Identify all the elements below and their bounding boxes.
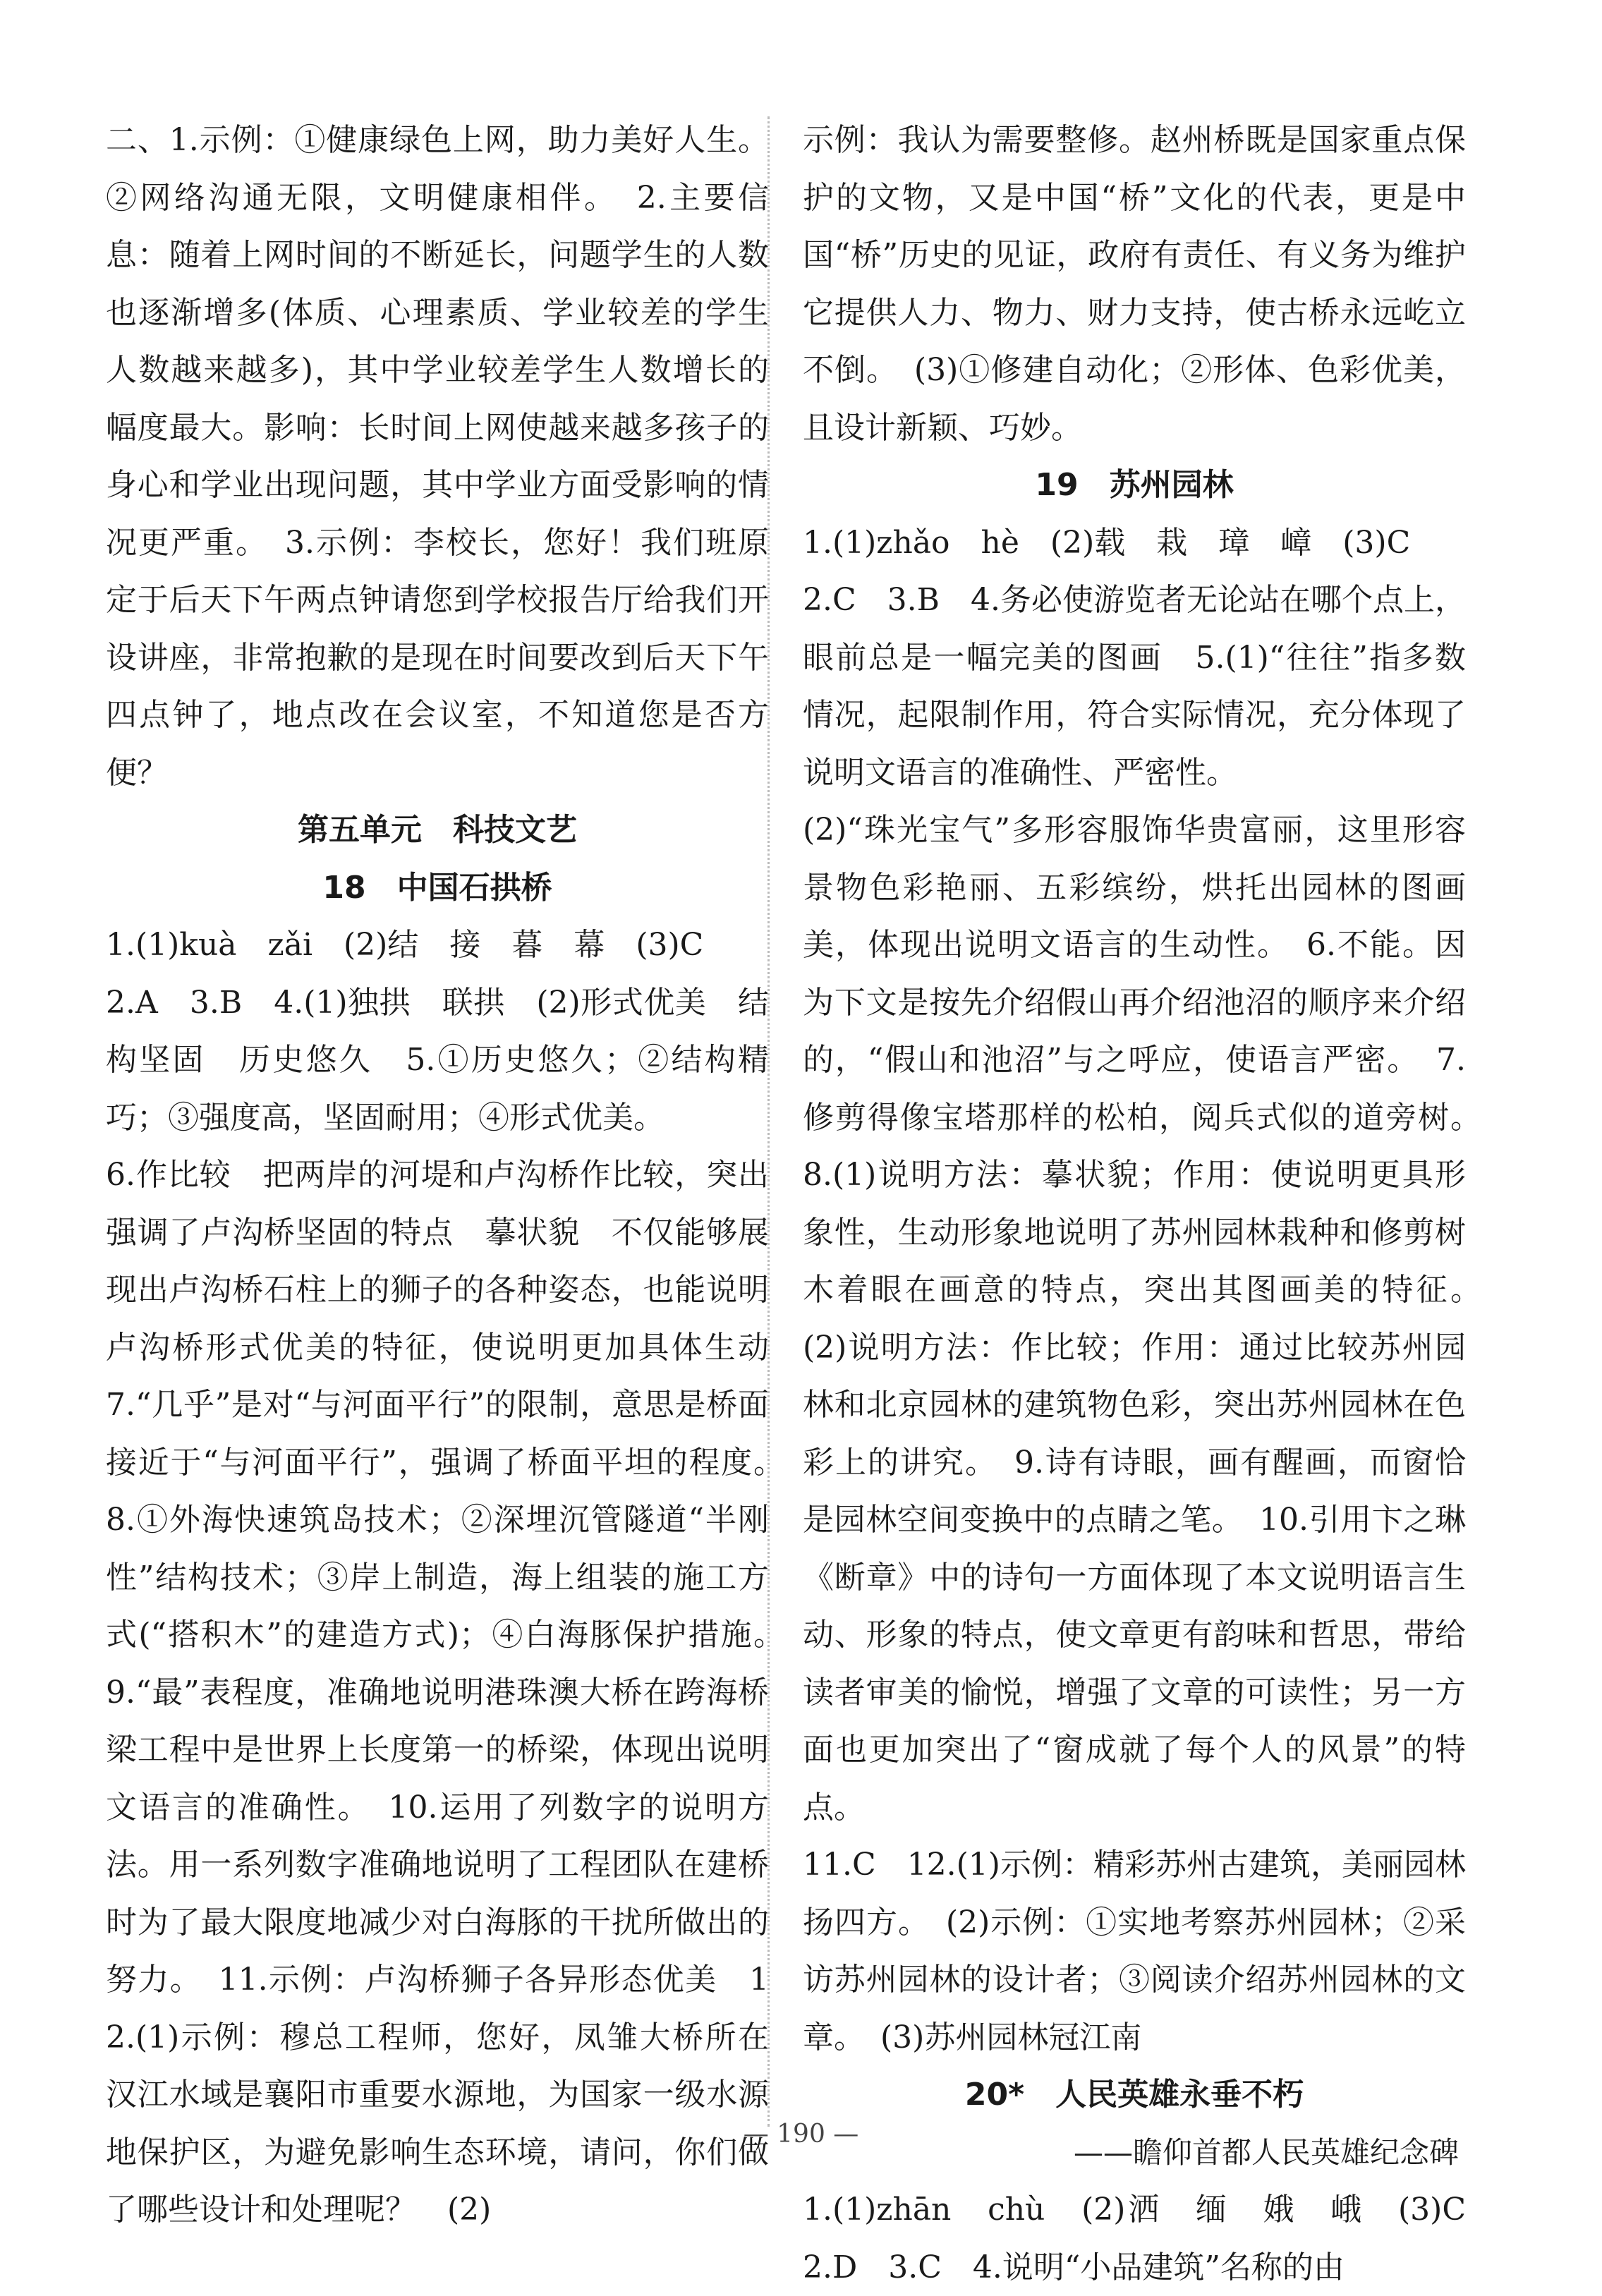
answer-paragraph: 二、1.示例：①健康绿色上网，助力美好人生。②网络沟通无限，文明健康相伴。 2.主要信息：随着上网时间的不断延长，问题学生的人数也逐渐增多(体质、心理素质、学业较差的学生人数越来越多)，其中学业较差学生人数增长的幅度最大。影响：长时间上网使越来越多孩子的身心和学业出现问题，其中学业方面受影响的情况更严重。 3.示例：李校长，您好！我们班原定于后天下午两点钟请您到学校报告厅给我们开设讲座，非常抱歉的是现在时间要改到后天下午四点钟了，地点改在会议室，不知道您是否方便？ — [106, 122, 769, 791]
lesson-title: 19 苏州园林 — [1035, 467, 1234, 503]
left-column — [106, 111, 800, 2239]
answer-paragraph: 11.C 12.(1)示例：精彩苏州古建筑，美丽园林扬四方。 (2)示例：①实地考察苏州园林；②采访苏州园林的设计者；③阅读介绍苏州园林的文章。 (3)苏州园林冠江南 — [803, 1847, 1466, 2055]
unit-title: 第五单元 科技文艺 — [298, 812, 577, 848]
answer-paragraph: 1.(1)zhǎo hè (2)载 栽 璋 嶂 (3)C — [803, 524, 1411, 561]
answer-paragraph: 1.(1)zhān chù (2)洒 缅 娥 峨 (3)C 2.D 3.C 4.说明“小品建筑”名称的由 — [803, 2192, 1497, 2285]
answer-paragraph: 1.(1)kuà zǎi (2)结 接 暮 幕 (3)C — [106, 927, 704, 963]
page-number: — 190 — — [743, 2120, 859, 2149]
answer-paragraph: 示例：我认为需要整修。赵州桥既是国家重点保护的文物，又是中国“桥”文化的代表，更是中国“桥”历史的见证，政府有责任、有义务为维护它提供人力、物力、财力支持，使古桥永远屹立不倒。 (3)①修建自动化；②形体、色彩优美，且设计新颖、巧妙。 — [803, 122, 1466, 446]
answer-paragraph: 2.C 3.B 4.务必使游览者无论站在哪个点上，眼前总是一幅完美的图画 5.(1)“往往”指多数情况，起限制作用，符合实际情况，充分体现了说明文语言的准确性、严密性。 — [803, 582, 1466, 791]
answer-paragraph: 2.A 3.B 4.(1)独拱 联拱 (2)形式优美 结构坚固 历史悠久 5.①历史悠久；②结构精巧；③强度高，坚固耐用；④形式优美。 — [106, 984, 769, 1136]
answer-paragraph: (2)“珠光宝气”多形容服饰华贵富丽，这里形容景物色彩艳丽、五彩缤纷，烘托出园林的图画美，体现出说明文语言的生动性。 6.不能。因为下文是按先介绍假山再介绍池沼的顺序来介绍的，“假山和池沼”与之呼应，使语言严密。 7.修剪得像宝塔那样的松柏，阅兵式似的道旁树。 8.(1)说明方法：摹状貌；作用：使说明更具形象性，生动形象地说明了苏州园林栽种和修剪树木着眼在画意的特点，突出其图画美的特征。 (2)说明方法：作比较；作用：通过比较苏州园林和北京园林的建筑物色彩，突出苏州园林在色彩上的讲究。 9.诗有诗眼，画有醒画，而窗恰是园林空间变换中的点睛之笔。 10.引用卞之琳《断章》中的诗句一方面体现了本文说明语言生动、形象的特点，使文章更有韵味和哲思，带给读者审美的愉悦，增强了文章的可读性；另一方面也更加突出了“窗成就了每个人的风景”的特点。 — [803, 812, 1497, 1826]
lesson-title: 18 中国石拱桥 — [322, 869, 552, 906]
lesson-subtitle: ——瞻仰首都人民英雄纪念碑 — [1073, 2134, 1459, 2170]
answer-paragraph: 6.作比较 把两岸的河堤和卢沟桥作比较，突出强调了卢沟桥坚固的特点 摹状貌 不仅能够展现出卢沟桥石柱上的狮子的各种姿态，也能说明卢沟桥形式优美的特征，使说明更加具体生动 7.“几乎”是对“与河面平行”的限制，意思是桥面接近于“与河面平行”，强调了桥面平坦的程度。 8.①外海快速筑岛技术；②深埋沉管隧道“半刚性”结构技术；③岸上制造，海上组装的施工方式(“搭积木”的建造方式)；④白海豚保护措施。 9.“最”表程度，准确地说明港珠澳大桥在跨海桥梁工程中是世界上长度第一的桥梁，体现出说明文语言的准确性。 10.运用了列数字的说明方法。用一系列数字准确地说明了工程团队在建桥时为了最大限度地减少对白海豚的干扰所做出的努力。 11.示例：卢沟桥狮子各异形态优美 12.(1)示例：穆总工程师，您好，凤雏大桥所在汉江水域是襄阳市重要水源地，为国家一级水源地保护区，为避免影响生态环境，请问，你们做了哪些设计和处理呢？ (2) — [106, 1157, 800, 2228]
right-column — [803, 111, 1497, 2296]
lesson-title: 20* 人民英雄永垂不朽 — [964, 2077, 1304, 2113]
column-divider — [767, 116, 770, 2127]
